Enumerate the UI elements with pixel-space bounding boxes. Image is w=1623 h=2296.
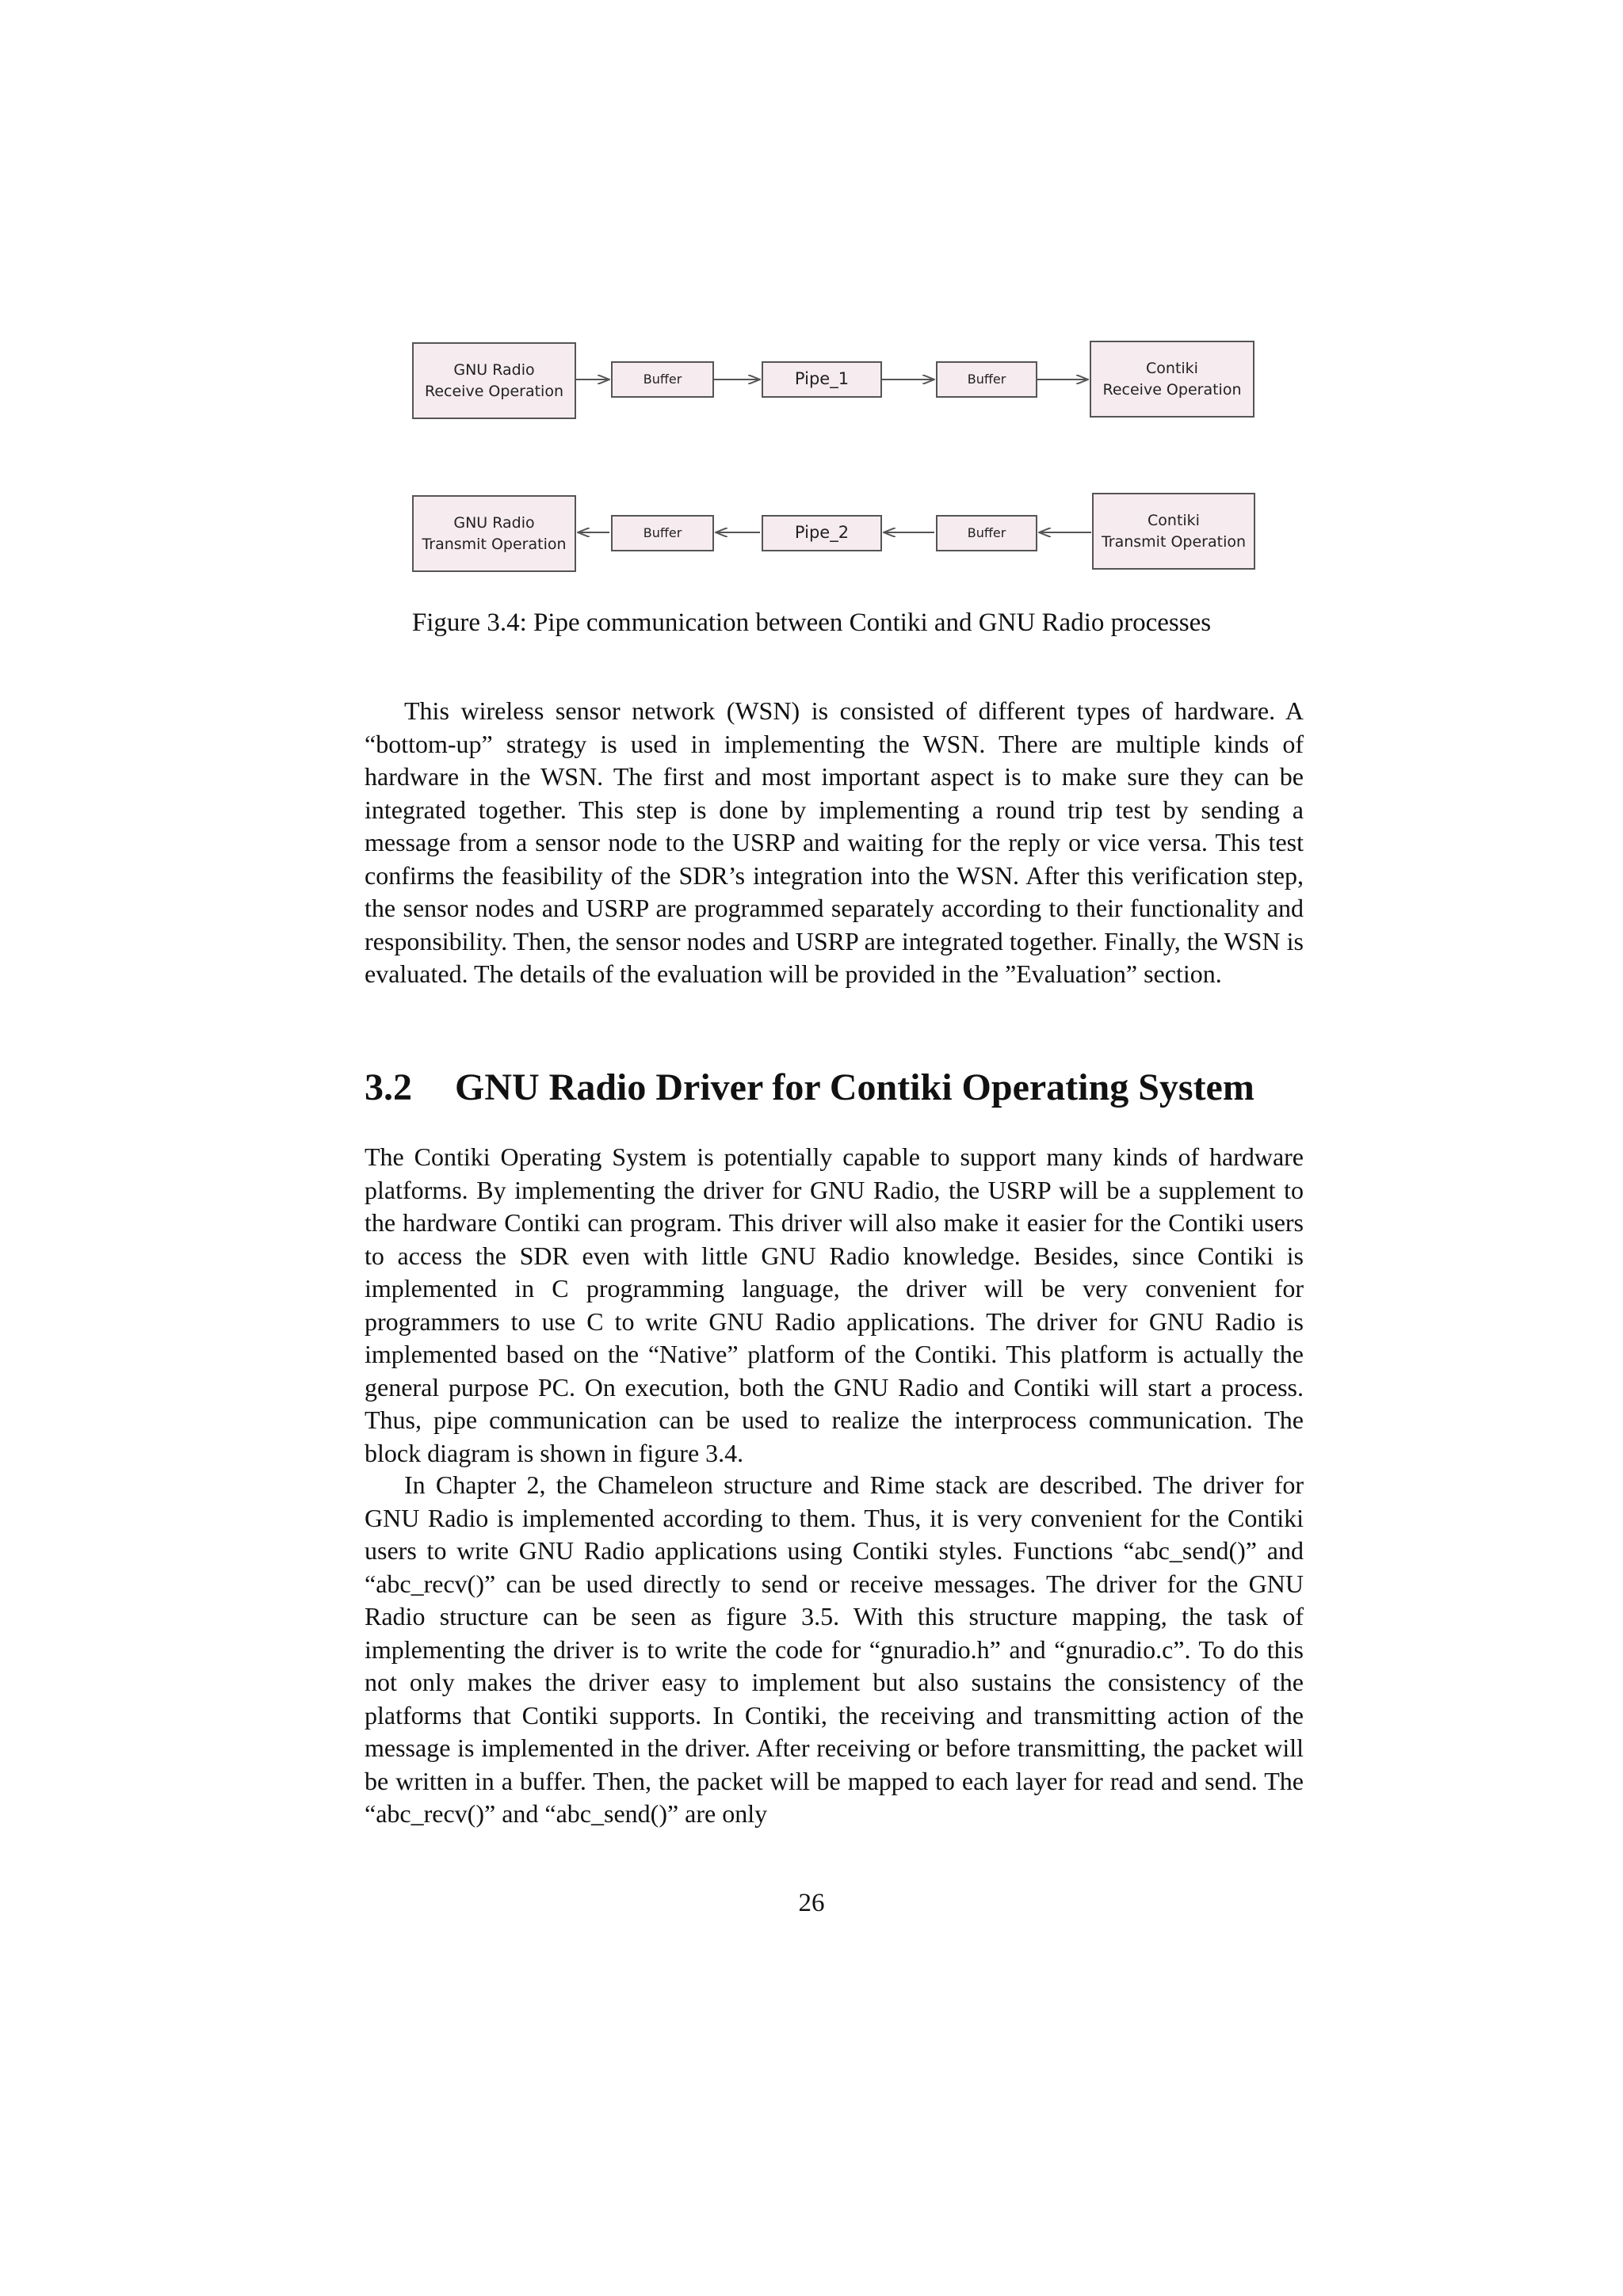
box-buffer-r1-left [611, 361, 714, 398]
box-contiki-receive-line2: Receive Operation [1102, 380, 1242, 399]
page-number: 26 [798, 1889, 825, 1917]
figure-3-4 [0, 0, 1623, 666]
buffer-label: Buffer [967, 524, 1006, 540]
box-contiki-transmit-line1: Contiki [1148, 511, 1200, 529]
buffer-label: Buffer [967, 371, 1006, 387]
box-contiki-transmit [1092, 493, 1255, 570]
paragraph-section-2: In Chapter 2, the Chameleon structure and Rime stack are described. The driver for GNU Radio is implemented according to them. Thus, it is very convenient for the Contiki users to write GNU Radio applications using Contiki styles. Functions “abc_send()” and “abc_recv()” can be used directly to send or receive messages. The driver for the GNU Radio structure can be seen as figure 3.5. With this structure mapping, the task of implementing the driver is to write the code for “gnuradio.h” and “gnuradio.c”. To do this not only makes the driver easy to implement but also sustains the consistency of the platforms that Contiki supports. In Contiki, the receiving and transmitting action of the message is implemented in the driver. After receiving or before transmitting, the packet will be written in a buffer. Then, the packet will be mapped to each layer for read and send. The “abc_recv()” and “abc_send()” are only [365, 1470, 1304, 1828]
box-gnuradio-receive-line2: Receive Operation [425, 382, 563, 400]
box-buffer-r2-left [611, 515, 714, 551]
box-gnuradio-receive [412, 342, 576, 419]
section-title: GNU Radio Driver for Contiki Operating System [455, 1066, 1254, 1108]
box-contiki-transmit-line2: Transmit Operation [1101, 532, 1247, 551]
paragraph-intro: This wireless sensor network (WSN) is consisted of different types of hardware. A “bottom-up” strategy is used in implementing the WSN. There are multiple kinds of hardware in the WSN. The first and most important aspect is to make sure they can be integrated together. This step is done by implementing a round trip test by sending a message from a sensor node to the USRP and waiting for the reply or vice versa. This test confirms the feasibility of the SDR’s integration into the WSN. After this verification step, the sensor nodes and USRP are programmed separately according to their functionality and responsibility. Then, the sensor nodes and USRP are integrated together. Finally, the WSN is evaluated. The details of the evaluation will be provided in the ”Evaluation” section. [365, 696, 1304, 988]
buffer-label: Buffer [643, 371, 682, 387]
figure-arrows [0, 0, 1623, 666]
pipe-label: Pipe_2 [794, 523, 850, 543]
box-gnuradio-transmit [412, 495, 576, 572]
paragraph-section-1: The Contiki Operating System is potentially capable to support many kinds of hardware platforms. By implementing the driver for GNU Radio, the USRP will be a supplement to the hardware Contiki can program. This driver will also make it easier for the Contiki users to access the SDR even with little GNU Radio knowledge. Besides, since Contiki is implemented in C programming language, the driver will be very convenient for programmers to use C to write GNU Radio applications. The driver for GNU Radio is implemented based on the “Native” platform of the Contiki. This platform is actually the general purpose PC. On execution, both the GNU Radio and Contiki will start a process. Thus, pipe communication can be used to realize the interprocess communication. The block diagram is shown in figure 3.4. [365, 1142, 1304, 1467]
figure-caption: Figure 3.4: Pipe communication between Contiki and GNU Radio processes [411, 608, 1212, 637]
box-buffer-r2-right [936, 515, 1037, 551]
pipe-label: Pipe_1 [794, 369, 850, 389]
box-gnuradio-transmit-line2: Transmit Operation [422, 535, 567, 553]
section-heading [365, 1064, 1304, 1112]
box-pipe-1 [762, 361, 882, 398]
buffer-label: Buffer [643, 524, 682, 540]
box-gnuradio-receive-line1: GNU Radio [453, 360, 535, 379]
box-gnuradio-transmit-line1: GNU Radio [453, 513, 535, 532]
box-contiki-receive [1090, 341, 1254, 418]
section-number: 3.2 [365, 1066, 412, 1108]
box-contiki-receive-line1: Contiki [1146, 359, 1198, 377]
box-buffer-r1-right [936, 361, 1037, 398]
box-pipe-2 [762, 515, 882, 551]
